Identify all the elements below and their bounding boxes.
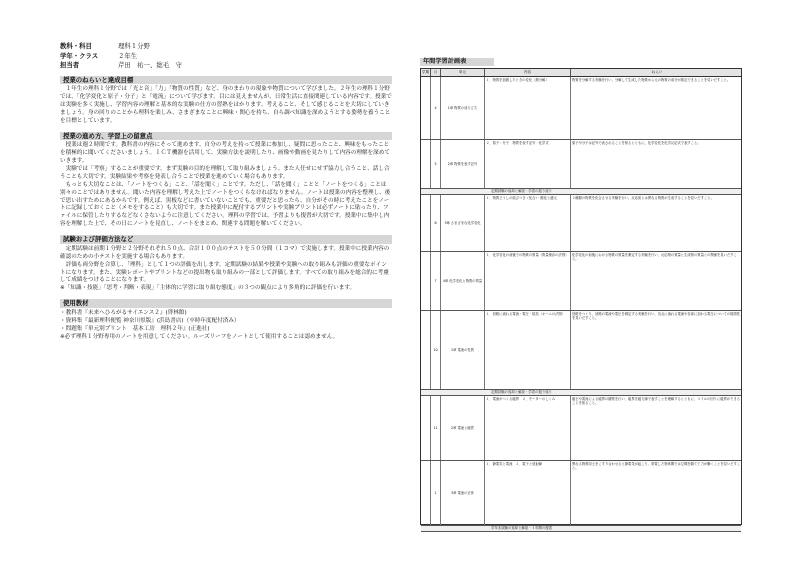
row-unit: 3章 電流の正体 — [441, 461, 485, 525]
evaluation-paragraph-1: 定期試験は前期１分野と２分野それぞれ５０点、合計１００点のテストを５０分間（１コマ）で実施します。授業中に授業内容の確認のための小テストを実施する場合もあります。 — [60, 245, 390, 260]
row-aim: 原子や分子は記号で表されることを知るとともに、化学変化を化学反応式で表すこと。 — [572, 141, 701, 145]
row-unit: 3章 さまざまな化学変化 — [441, 195, 485, 251]
section-method-title: 授業の進め方、学習上の留意点 — [60, 132, 392, 141]
row-month: 10 — [431, 311, 441, 389]
row-unit: 2章 電流と磁界 — [441, 396, 485, 460]
subject-value: 理科１分野 — [118, 42, 150, 50]
section-goals-title: 授業のねらいと達成目標 — [60, 76, 392, 85]
annual-plan-title: 年間学習計画表 — [420, 58, 494, 66]
row-aim: 磁石や電流による磁界の観察を行い、磁界を磁力線で表すことを理解するとともに、コイルの回りに磁界ができることを知ること。 — [572, 397, 741, 406]
syllabus-left-column — [60, 42, 392, 341]
row-content: １．化学変化の前後での物質の質量（質量保存の法則） — [485, 252, 571, 310]
method-paragraph-3: もっとも大切なことは、「ノートをつくる」こと、「話を聞く」ことです。ただし、「話を聞く」ことと「ノートをつくる」ことは別々のことではありません。聞いた内容を理解し考えた上でノートをつくらなければなりません。ノートは授業の内容を整理し、後で思い出すためにあるからです。例えば、黒板などに書いていないことでも、重要だと思ったら、自分がその時に考えたことをノートに記録しておくこと（メモをすること）も大切です。また授業中に配付するプリントや実験プリントは必ずノートに貼ったり、ファイルに保管したりするなどなくさないように注意してください。理科の学習では、予習よりも復習が大切です。授業中に集中し内容を理解した上で、その日にノートを見直し、ノートをまとめ、関連する問題を解いてください。 — [60, 181, 391, 228]
row-content: ２．原子・分子 物質を表す記号・化学式 — [485, 140, 571, 188]
row-month: 1 — [431, 461, 441, 525]
row-aim: 化学変化の前後における物質の質量を測定する実験を行い、反応物の質量と生成物の質量との関係を見いだすこと。 — [572, 253, 737, 262]
evaluation-paragraph-2: 評価も両分野を合算し、「理科」として１つの評価を出します。定期試験の結果や授業や実験への取り組みも評価の重要なポイントになります。また、実験レポートやプリントなどの提出物も取り組みの一部として評価します。すべての取り組みを総合的に考慮して成績をつけることになります。 — [60, 261, 389, 284]
header-month: 月 — [431, 69, 441, 76]
row-aim: 異なる物質同士をこすり合わせると静電気が起こり、帯電した物体間では空間を隔てて力が働くことを見いだすこと。 — [572, 462, 741, 471]
row-month: 11 — [431, 396, 441, 460]
material-reference: ・資料集『最新理科便覧 神奈川県版』(浜島書店)（卒時年度配付済み） — [60, 317, 240, 324]
row-unit: 1章 電流の性質 — [441, 311, 485, 389]
row-unit: 4章 化学変化と物質の質量 — [441, 252, 485, 310]
header-content: 内容 — [485, 69, 571, 76]
row-aim: 物質を分解する実験を行い、分解して生成した物質から元の物質の成分が推定できることを見いだすこと。 — [572, 78, 731, 82]
material-textbook: ・教科書『未来へひろがるサイエンス２』(啓林館) — [60, 309, 187, 316]
row-content: １．回路に流れる電流・電圧・抵抗（オームの法則） — [485, 311, 571, 389]
evaluation-note: ※「知識・技能」「思考・判断・表現」「主体的に学習に取り組む態度」の３つの観点により多角的に評価を行います。 — [60, 285, 356, 292]
method-paragraph-2: 実験では「考察」することが重要です。まず実験の目的を理解して取り組みましょう。また人任せにせず協力し合うこと、話し合うことも大切です。実験結果や考察を発表し合うことで授業を進めていく場合もあります。 — [60, 165, 390, 180]
course-info — [60, 42, 392, 70]
row-month: 6 — [431, 195, 441, 251]
grade-value: ２年生 — [118, 51, 138, 60]
table-header — [421, 69, 741, 77]
row-aim: ２種類の物質を化合させる実験を行い、反応前とは異なる物質が生成することを見いだすこと。 — [572, 196, 714, 200]
row-content: １．物質を加熱したときの変化（熱分解） — [485, 77, 571, 139]
subject-label: 教科・科目 — [60, 42, 92, 50]
section-materials-title: 使用教材 — [60, 299, 392, 308]
table-band: 定期試験の返却と解説・学習の振り返り — [421, 189, 741, 195]
row-month: 4 — [431, 77, 441, 139]
teacher-value: 芹田 祐一、総毛 守 — [118, 61, 182, 69]
table-row — [421, 396, 741, 461]
table-row — [421, 195, 741, 252]
row-month: 7 — [431, 252, 441, 310]
header-term: 学期 — [421, 70, 430, 74]
teacher-label: 担当者 — [60, 61, 80, 69]
header-aim: ねらい — [651, 70, 663, 74]
goals-paragraph: １年生の理科１分野では「光と音」「力」「物質の性質」など、身のまわりの現象や物質について学びました。２年生の理科１分野では、「化学変化と原子・分子」と「電流」について学びます。目には見えませんが、日常生活に直接関連している内容です。授業では実験を多く実施し、学習内容の理解と基本的な実験の仕方の習熟をはかります。考えること、そして感じることを大切にしていきましょう。身の回りのことから理科を楽しみ、さまざまなことに興味・関心を持ち、自ら調べ知識を深めようとする姿勢を養うことを目標としています。 — [60, 86, 392, 124]
material-workbook: ・問題集『単元別プリント 基本工房 理科２年』(正進社) — [60, 325, 210, 332]
table-band: 定期試験の返却と解説・学習の振り返り — [421, 390, 741, 396]
table-row — [421, 311, 741, 390]
table-row — [421, 140, 741, 189]
row-content: １．電流がつくる磁界 ２．モーターのしくみ — [485, 396, 571, 460]
table-band: 学年末試験の返却と解説・１年間の復習 — [421, 526, 741, 532]
row-month: 5 — [431, 140, 441, 188]
row-content: １．静電気と電流 ２．電子と放射線 — [485, 461, 571, 525]
table-row — [421, 461, 741, 526]
row-content: １．物質どうしの結びつき（化合）・酸化と還元 — [485, 195, 571, 251]
header-unit: 単元 — [441, 69, 485, 76]
annual-plan-table — [420, 68, 742, 530]
row-unit: 2章 物質を表す記号 — [441, 140, 485, 188]
material-note: ※必ず理科１分野専用のノートを用意してください。ルーズリーフをノートとして使用することは認めません。 — [60, 333, 339, 340]
row-aim: 回路をつくり、回路の電流や電圧を測定する実験を行い、各点に流れる電流や各部に加わる電圧についての規則性を見いだすこと。 — [572, 312, 741, 321]
grade-label: 学年・クラス — [60, 51, 99, 60]
table-row — [421, 77, 741, 140]
method-paragraph-1: 授業は週２時間です。教科書の内容にそって進めます。自分の考えを持って授業に参加し、疑問に思ったこと、興味をもったことを積極的に聞いてくださいましょう。ＩＣＴ機器を活用して、実験方法を説明したり、画像や動画を見たりして内容の理解を深めていきます。 — [60, 142, 390, 165]
annual-plan — [420, 58, 742, 530]
table-row — [421, 252, 741, 311]
section-evaluation-title: 試験および評価方法など — [60, 235, 392, 244]
row-unit: 1章 物質の成り立ち — [441, 77, 485, 139]
